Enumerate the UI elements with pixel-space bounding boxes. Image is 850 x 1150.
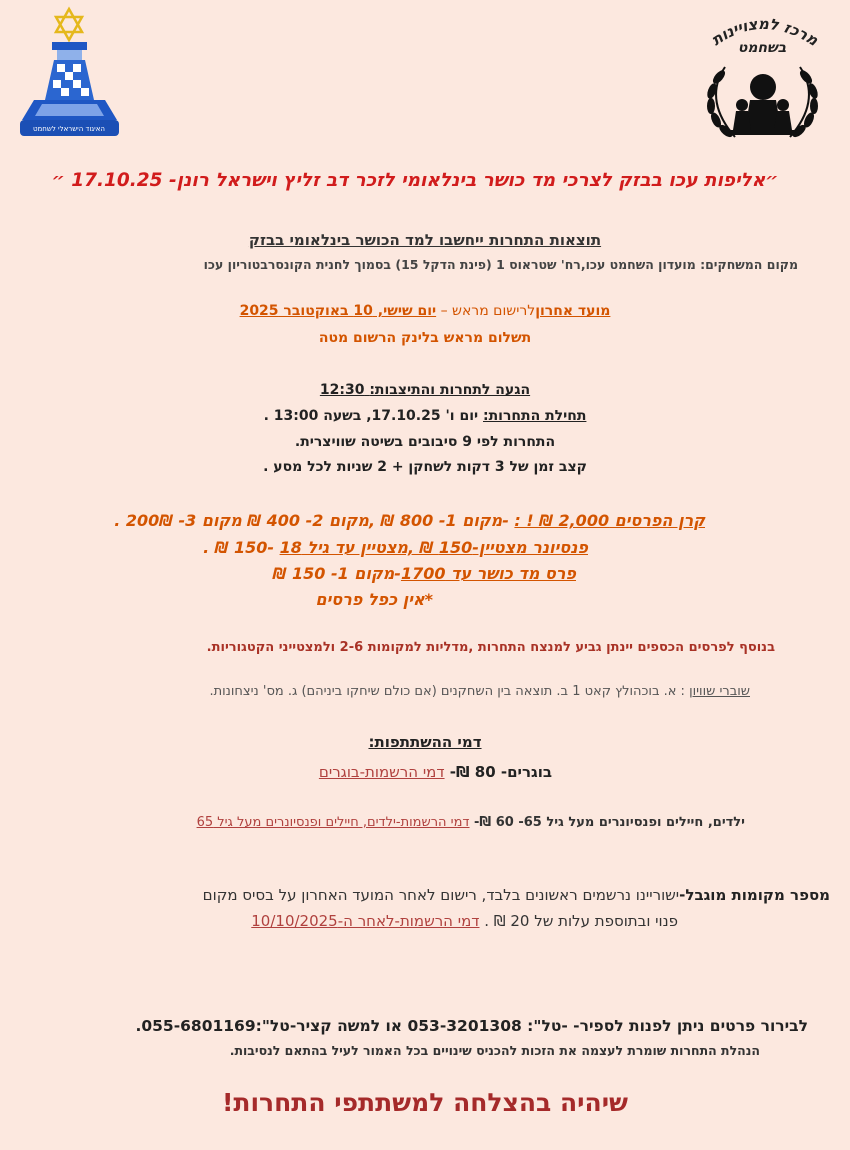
prepay-note: תשלום מראש בלינק הרשום מטה (318, 330, 532, 346)
arrival-label: הגעה לתחרות והתיצבות: (369, 382, 531, 398)
prize-fund-text: -מקום 1- 800 ₪ ,מקום 2- 400 ₪ מקום 3- 200₪ . (114, 511, 515, 530)
limited-places-label: מספר מקומות מוגבל- (679, 886, 830, 904)
deadline-text: לרישום מראש – (436, 303, 536, 319)
limited-places-line-2 (251, 912, 678, 930)
prize-line-3 (273, 564, 576, 583)
tiebreak-line (209, 684, 750, 699)
start-line (0, 408, 850, 424)
deadline-line (0, 303, 850, 319)
tiebreak-text: : א. בוכהולץ קאט 1 ב. תוצאה בין השחקנים (אם כולם שיחקו ביניהם) ג. מס' ניצחונות. (209, 684, 690, 699)
adults-fee-text: בוגרים- 80 ₪- (444, 763, 552, 781)
rating-prize-text: -מקום 1- 150 ₪ (272, 564, 401, 583)
prize-line-2 (203, 538, 588, 557)
limited-places-text: ישוריינו נרשמים ראשונים בלבד, רישום לאחר המועד האחרון על בסיס מקום (202, 886, 680, 904)
venue: מקום המשחקים: מועדון השחמט עכו,רח' שטראוס 1 (פינת הדקל 15) בסמוך לחנית הקונסרבטוריון עכו (203, 257, 798, 272)
deadline-label: מועד אחרון (535, 303, 611, 319)
chess-wreath-icon (695, 5, 830, 145)
logo-subtext: בשחמט (737, 40, 787, 56)
logo-arc-text: מרכז למצויינות (708, 14, 822, 50)
start-text: יום ו' 17.10.25, בשעה 13:00 . (263, 408, 483, 424)
center-of-excellence-logo (695, 5, 830, 145)
arrival-line (0, 382, 850, 398)
senior-youth-prize-label: פנסיונר מצטיין-150 ₪ ,מצטיין עד גיל 18 (279, 538, 588, 557)
kids-fee-text: ילדים, חיילים ופנסיונרים מעל גיל 65- 60 ₪- (469, 815, 745, 830)
late-registration-link[interactable]: דמי הרשמות-לאחר ה-10/10/2025 (251, 912, 480, 930)
event-title: ״אליפות עכו בבזק לצרכי מד כושר בינלאומי לזכר דב זליץ וישראל רונן- 17.10.25 ״ (51, 170, 779, 191)
tiebreak-label: שוברי שוויון (689, 684, 750, 699)
late-fee-text: פנוי ובתוספת עלות של 20 ₪ . (479, 912, 678, 930)
deadline-date: יום שישי, 10 באוקטובר 2025 (239, 303, 437, 319)
disclaimer: הנהלת התחרות שומרת לעצמה את הזכות להכניס שינויים בכל האמור לעיל בהתאם לנסיבות. (229, 1043, 760, 1058)
chess-king-icon (12, 4, 127, 140)
closing-wish: שיהיה בהצלחה למשתתפי התחרות! (221, 1088, 629, 1117)
fees-heading: דמי ההשתתפות: (368, 733, 482, 751)
prize-fund-label: קרן הפרסים 2,000 ₪ ! : (514, 511, 705, 530)
arrival-time: 12:30 (319, 382, 370, 398)
time-control: קצב זמן של 3 דקות לשחקן + 2 שניות לכל מסע . (263, 459, 587, 475)
federation-caption: האיגוד הישראלי לשחמט (33, 125, 105, 133)
medals-note: בנוסף לפרסים הכספים יינתן גביע למנצח התחרות ,מדליות למקומות 2-6 ולמצטייני הקטגוריות. (206, 640, 775, 655)
no-double-prizes: *אין כפל פרסים (315, 590, 433, 609)
contact-info: לבירור פרטים ניתן לפנות לספיר- -טל": 053-3201308 או למשה קציר-טל":055-6801169. (135, 1017, 808, 1035)
adults-registration-link[interactable]: דמי הרשמות-בוגרים (318, 763, 445, 781)
prize-line-1 (114, 511, 705, 530)
kids-registration-link[interactable]: דמי הרשמות-ילדים, חיילים ופנסיונרים מעל גיל 65 (196, 815, 470, 830)
kids-fee-line (197, 815, 745, 830)
rated-heading: תוצאות התחרות ייחשבו למד הכושר בינלאומי בבזק (248, 231, 602, 249)
israel-chess-federation-logo (12, 4, 127, 140)
senior-youth-prize-text: -150 ₪ . (203, 538, 280, 557)
tournament-format: התחרות לפי 9 סיבובים בשיטה שוויצרית. (294, 434, 556, 450)
start-label: תחילת התחרות: (483, 408, 587, 424)
rating-prize-label: פרס מד כושר עד 1700 (400, 564, 576, 583)
adults-fee-line (319, 763, 552, 781)
limited-places-line-1 (203, 886, 830, 904)
